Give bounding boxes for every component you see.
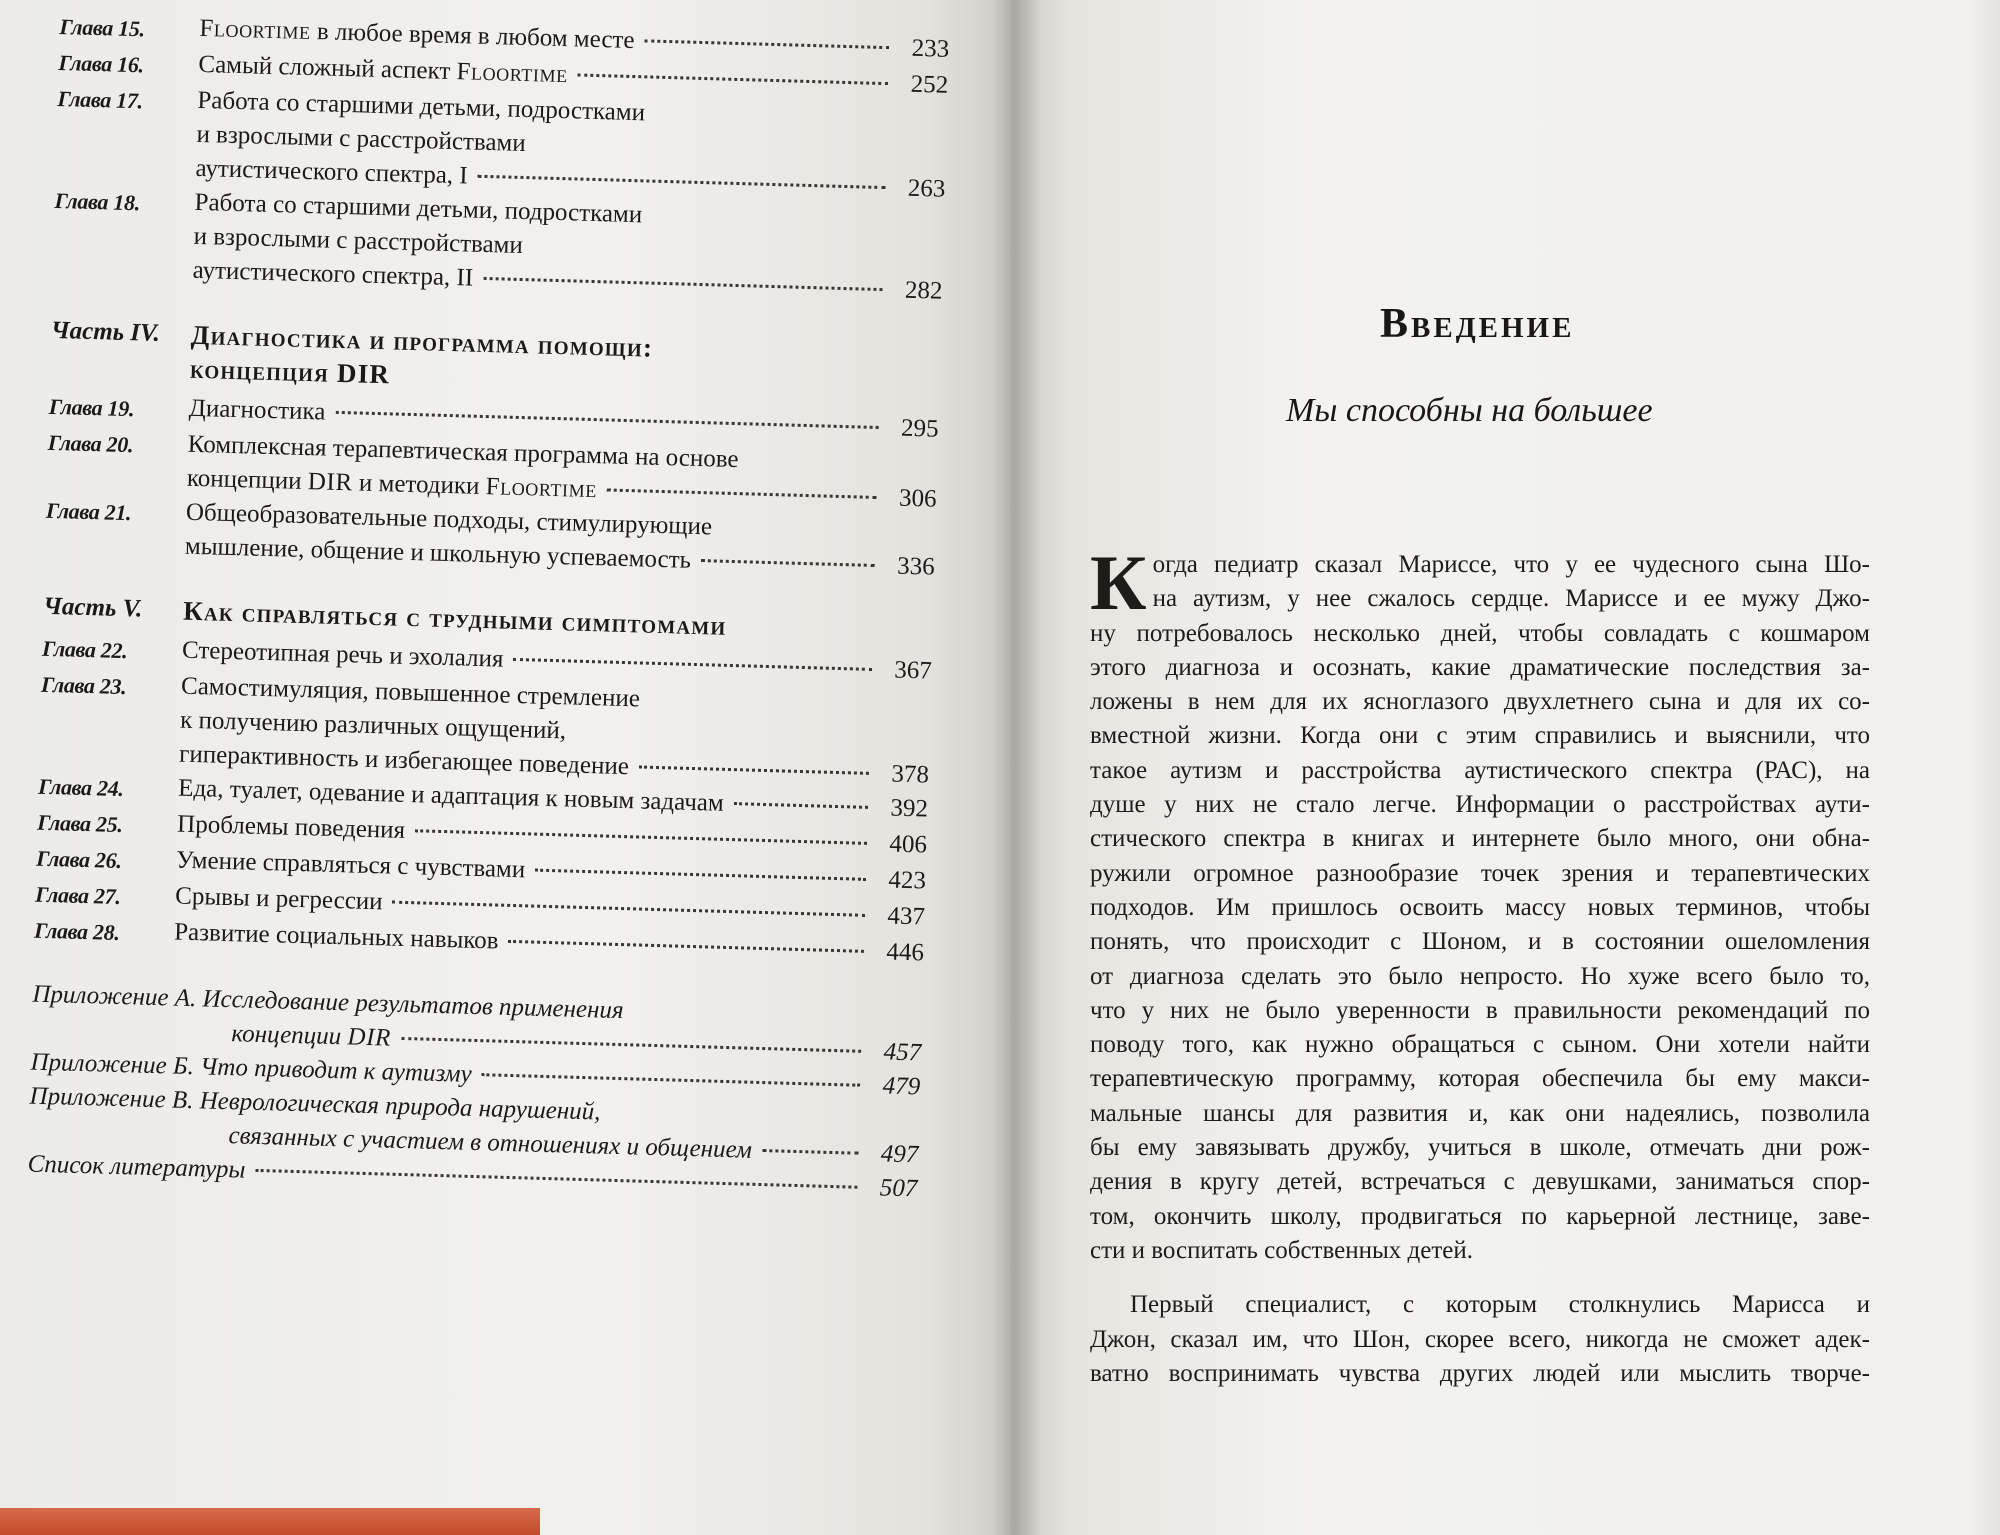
chapter-label: Глава 19. [48,393,135,422]
chapter-title: Введение [1380,301,1575,347]
entry-text: и взрослыми с расстройствами [193,222,524,260]
text-line: том, окончить школу, продвигаться по карьерной лестнице, заве- [1090,1202,1870,1230]
entry-text: Комплексная терапевтическая программа на основе [187,430,739,474]
entry-text: Проблемы поведения [176,810,406,844]
part-label: Часть IV. [50,316,161,347]
page-number: 446 [886,938,925,967]
entry-text: аутистического спектра, I [195,154,469,190]
entry-text: концепции DIR и методики Floortime [186,464,598,504]
entry-text: Развитие социальных навыков [173,918,499,955]
text-line: от диагноза сделать это было непросто. Но хуже всего было то, [1090,962,1870,990]
page-number: 457 [883,1038,922,1067]
chapter-label: Глава 18. [54,187,141,216]
entry-text: Работа со старшими детьми, подростками [194,188,643,229]
dot-leader [639,765,869,774]
dot-leader [513,658,871,671]
dot-leader [335,411,878,429]
dot-leader [393,901,865,917]
text-line: огда педиатр сказал Мариссе, что у ее чудесного сына Шо- [1152,551,1870,578]
table-of-contents [23,8,950,1372]
text-line: такое аутизм и расстройства аутистического спектра (РАС), на [1090,756,1870,784]
page-number: 367 [893,656,933,685]
chapter-subtitle: Мы способны на большее [1286,392,1653,429]
dot-leader [762,1149,858,1155]
chapter-label: Глава 25. [36,809,123,838]
text-line: Первый специалист, с которым столкнулись Марисса и [1130,1291,1870,1319]
entry-text: Приложение В. Неврологическая природа нарушений, [29,1082,601,1126]
chapter-label: Глава 23. [40,671,127,700]
chapter-label: Глава 24. [37,773,124,802]
page-edge-shadow [1970,0,2000,1535]
part-title-line: Как справляться с трудными симптомами [182,595,727,641]
dot-leader [255,1169,857,1189]
page-number: 406 [889,830,928,859]
dot-leader [734,802,868,809]
text-line: мальные шансы для развития и, как они надеялись, позволила [1090,1099,1870,1127]
text-line: сти и воспитать собственных детей. [1090,1236,1474,1264]
text-line: бы ему завязывать дружбу, учиться в школе, отмечать дни рож- [1090,1134,1870,1162]
text-line: этого диагноза и осознать, какие драматические последствия за- [1090,653,1870,681]
entry-title [192,186,945,309]
drop-cap: К [1090,539,1147,626]
page-number: 263 [907,174,946,203]
dot-leader [483,277,882,291]
entry-text: гиперактивность и избегающее поведение [178,740,630,781]
chapter-label: Глава 27. [34,881,121,910]
entry-text: Самый сложный аспект Floortime [198,50,569,89]
dot-leader [478,175,886,189]
text-line: стического спектра в книгах и интернете было много, они обна- [1090,825,1870,853]
dot-leader [607,488,877,499]
dot-leader [482,1073,861,1087]
entry-text: концепции DIR [231,1020,392,1052]
toc-chapters-19-21 [45,388,939,585]
page-number: 252 [910,70,949,99]
dot-leader [644,39,889,49]
text-line: вместной жизни. Когда они с этим справились и выяснили, что [1090,722,1870,750]
entry-text: Общеобразовательные подходы, стимулирующие [185,498,713,541]
entry-text: аутистического спектра, II [192,256,474,292]
entry-text: Диагностика [188,394,326,426]
part-title-line: Диагностика и программа помощи: [190,319,654,363]
page-number: 378 [891,760,930,789]
entry-text: мышление, общение и школьную успеваемость [184,532,692,574]
page-number: 282 [904,276,943,305]
body-text [1090,539,1870,1391]
entry-text: связанных с участием в отношениях и общением [228,1122,753,1164]
page-number: 507 [879,1174,918,1203]
text-line: понять, что происходит с Шоном, и в состоянии ошеломления [1090,928,1870,956]
page-number: 437 [887,902,926,931]
entry-text: Работа со старшими детьми, подростками [197,86,646,127]
dot-leader [415,829,867,845]
entry-text: Умение справляться с чувствами [175,846,526,884]
page-number: 306 [898,484,938,513]
text-line: ложены в нем для их ясноглазого двухлетнего сына и для их со- [1090,688,1870,716]
chapter-label: Глава 20. [47,429,134,458]
part-title [190,318,942,407]
page-number: 479 [882,1072,921,1101]
entry-text: Самостимуляция, повышенное стремление [180,672,641,713]
book-cover-edge [0,1508,540,1535]
text-line: на аутизм, у нее сжалось сердце. Мариссе и ее мужу Джо- [1152,585,1870,613]
paragraph-2 [1090,1288,1870,1391]
text-line: дения в кругу детей, встречаться с девушками, заниматься спор- [1090,1168,1870,1196]
text-line: Джон, сказал им, что Шон, скорее всего, никогда не сможет адек- [1090,1325,1870,1353]
entry-text: и взрослыми с расстройствами [196,120,527,158]
chapter-label: Глава 21. [45,497,132,526]
toc-appendices [27,978,922,1207]
dot-leader [535,869,866,881]
text-line: подходов. Им пришлось освоить массу новых терминов, чтобы [1090,893,1870,921]
chapter-label: Глава 16. [58,49,145,78]
entry-text: Срывы и регрессии [174,882,384,916]
text-line: терапевтическую программу, которая обеспечила бы ему макси- [1090,1065,1870,1093]
entry-text: Список литературы [27,1150,246,1184]
toc-chapters-15-18 [52,8,949,309]
chapter-label: Глава 26. [35,845,122,874]
part-title-line: концепция DIR [189,353,391,390]
toc-chapters-22-28 [34,630,933,973]
entry-text: Стереотипная речь и эхолалия [181,636,504,673]
book-gutter [990,0,1040,1535]
page-number: 295 [900,414,939,443]
page-number: 233 [911,34,950,63]
chapter-label: Глава 15. [59,13,146,42]
dot-leader [578,73,889,85]
text-line: душе у них не стало легче. Информации о расстройствах аути- [1090,791,1870,819]
part-label: Часть V. [42,592,143,623]
text-line: ружили огромное разнообразие точек зрения и терапевтических [1090,859,1870,887]
text-line: ватно воспринимать чувства других людей или мыслить творче- [1090,1359,1870,1387]
page-number: 423 [888,866,927,895]
page-number: 336 [896,552,936,581]
text-line: поводу того, как нужно обращаться с сыном. Они хотели найти [1090,1031,1870,1059]
entry-text: Еда, туалет, одевание и адаптация к новым задачам [177,774,725,817]
paragraph-1 [1090,539,1870,1268]
page-number: 392 [890,794,929,823]
dot-leader [509,940,864,953]
dot-leader [701,559,875,567]
entry-text: Floortime в любое время в любом месте [199,14,635,55]
text-line: ну потребовалось несколько дней, чтобы совладать с кошмаром [1090,619,1870,647]
chapter-label: Глава 22. [41,635,128,664]
entry-text: Приложение А. Исследование результатов применения [32,980,624,1025]
page-number: 497 [880,1140,919,1169]
text-line: что у них не было уверенности в правильности рекомендаций по [1090,996,1870,1024]
entry-text: к получению различных ощущений, [179,706,567,745]
entry-text: Приложение Б. Что приводит к аутизму [30,1048,473,1088]
chapter-label: Глава 28. [33,917,120,946]
chapter-label: Глава 17. [57,85,144,114]
dot-leader [401,1037,861,1053]
